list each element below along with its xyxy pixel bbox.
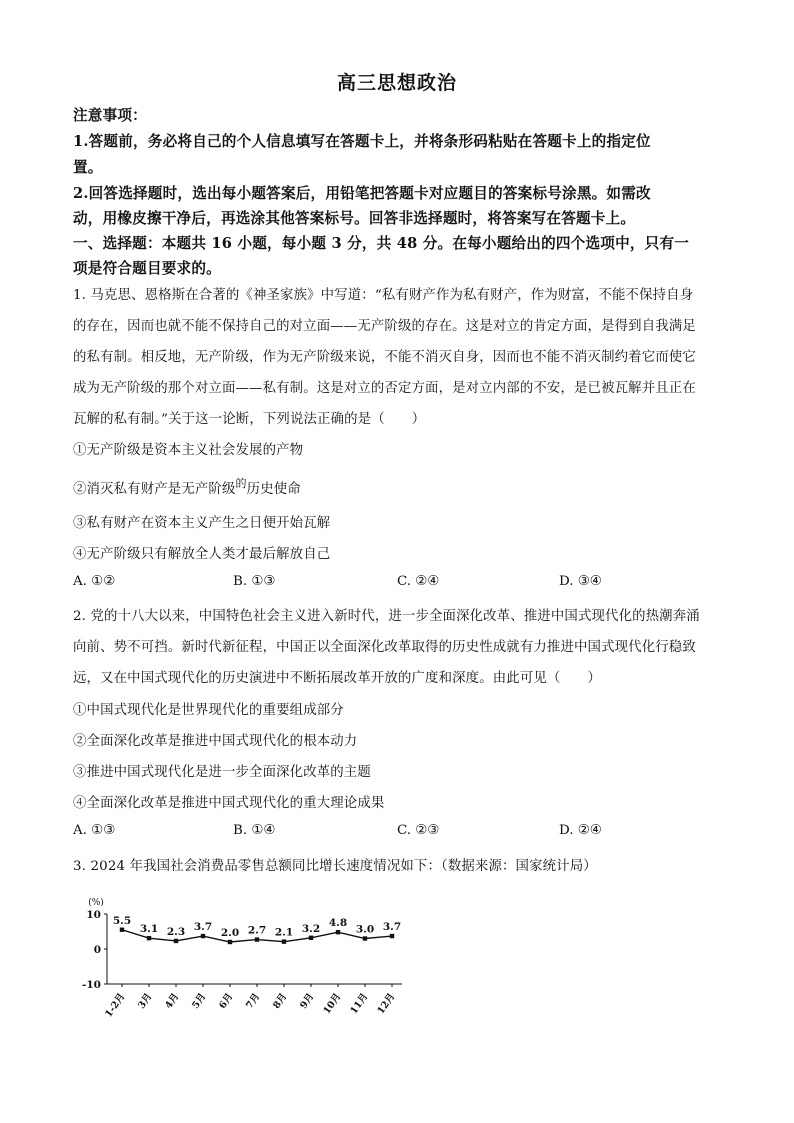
chart-y-tick-label: 0 <box>93 944 101 956</box>
chart-point <box>228 940 232 944</box>
q2-stem-line: 远，又在中国式现代化的历史演进中不断拓展改革开放的广度和深度。由此可见（ ） <box>73 671 602 686</box>
chart-data-label: 3.2 <box>301 922 321 935</box>
chart-data-label: 2.1 <box>274 926 294 939</box>
q2-option-d[interactable]: D. ②④ <box>559 823 602 838</box>
q1-statement-3: ③私有财产在资本主义产生之日便开始瓦解 <box>73 516 331 531</box>
q2-stem-line: 向前、势不可挡。新时代新征程，中国正以全面深化改革取得的历史性成就有力推进中国式现代化行稳致 <box>73 640 696 655</box>
chart-data-label: 4.8 <box>328 917 348 930</box>
chart-data-label: 2.7 <box>247 924 267 937</box>
q1-option-a[interactable]: A. ①② <box>73 574 116 589</box>
chart-x-tick-label: 9月 <box>298 991 317 1011</box>
chart-data-label: 2.0 <box>220 927 240 939</box>
q1-stem-line: 成为无产阶级的那个对立面——私有制。这是对立的否定方面，是对立内部的不安，是已被瓦解并且正在 <box>73 381 696 396</box>
q1-statement-2-superscript: 的 <box>235 477 247 490</box>
notice-line: 2.回答选择题时，选出每小题答案后，用铅笔把答题卡对应题目的答案标号涂黑。如需改 <box>73 185 651 202</box>
q2-statement-1: ①中国式现代化是世界现代化的重要组成部分 <box>73 703 344 718</box>
chart-x-tick-label: 5月 <box>190 991 209 1011</box>
chart-x-tick-label: 7月 <box>244 991 263 1011</box>
q1-statement-2-text-end: 历史使命 <box>246 482 301 497</box>
chart-unit-label: (%) <box>88 898 104 908</box>
q1-option-c[interactable]: C. ②④ <box>397 574 440 589</box>
chart-data-label: 3.7 <box>193 921 213 934</box>
q1-option-b[interactable]: B. ①③ <box>233 574 276 589</box>
chart-point <box>363 936 367 940</box>
chart-x-tick-label: 3月 <box>136 991 155 1011</box>
q2-option-c[interactable]: C. ②③ <box>397 823 440 838</box>
chart-point <box>390 934 394 938</box>
chart-point <box>174 939 178 943</box>
chart-x-tick-label: 8月 <box>271 991 290 1011</box>
chart-x-tick-label: 6月 <box>217 991 236 1011</box>
chart-point <box>255 937 259 941</box>
q1-stem-line: 的私有制。相反地，无产阶级，作为无产阶级来说，不能不消灭自身，因而也不能不消灭制约着它而使它 <box>73 350 696 365</box>
q1-statement-2-text: ②消灭私有财产是无产阶级 <box>73 482 236 497</box>
q2-option-a[interactable]: A. ①③ <box>73 823 116 838</box>
chart-point <box>309 936 313 940</box>
chart-point <box>282 939 286 943</box>
chart-x-tick-label: 11月 <box>348 991 371 1017</box>
chart-x-tick-label: 4月 <box>163 991 182 1011</box>
retail-growth-chart <box>0 880 430 1030</box>
q1-stem-line: 1. 马克思、恩格斯在合著的《神圣家族》中写道：“私有财产作为私有财产，作为财富，不能不保持自身 <box>73 288 694 303</box>
chart-point <box>336 930 340 934</box>
q1-statement-2 <box>73 478 301 497</box>
chart-point <box>147 936 151 940</box>
page-title: 高三思想政治 <box>336 72 457 94</box>
chart-x-tick-label: 1-2月 <box>103 991 128 1020</box>
chart-y-tick-label: -10 <box>82 979 101 991</box>
chart-y-tick-label: 10 <box>86 909 101 921</box>
chart-point <box>201 934 205 938</box>
notice-line: 1.答题前，务必将自己的个人信息填写在答题卡上，并将条形码粘贴在答题卡上的指定位 <box>73 133 651 150</box>
chart-data-label: 3.0 <box>355 923 375 936</box>
chart-data-label: 3.7 <box>382 921 402 934</box>
q1-stem-line: 的存在，因而也就不能不保持自己的对立面——无产阶级的存在。这是对立的肯定方面，是得到自我满足 <box>73 319 696 334</box>
q1-option-d[interactable]: D. ③④ <box>559 574 602 589</box>
q3-stem: 3. 2024 年我国社会消费品零售总额同比增长速度情况如下：（数据来源：国家统计局） <box>73 859 597 874</box>
q2-stem-line: 2. 党的十八大以来，中国特色社会主义进入新时代，进一步全面深化改革、推进中国式现代化的热潮奔涌 <box>73 609 700 624</box>
chart-data-label: 5.5 <box>112 914 132 927</box>
q2-statement-2: ②全面深化改革是推进中国式现代化的根本动力 <box>73 734 358 749</box>
q2-option-b[interactable]: B. ①④ <box>233 823 276 838</box>
q2-statement-4: ④全面深化改革是推进中国式现代化的重大理论成果 <box>73 796 385 811</box>
chart-x-tick-label: 12月 <box>375 991 398 1017</box>
chart-point <box>120 928 124 932</box>
q1-statement-4: ④无产阶级只有解放全人类才最后解放自己 <box>73 547 331 562</box>
chart-x-tick-label: 10月 <box>321 991 344 1017</box>
section-heading: 项是符合题目要求的。 <box>73 260 221 277</box>
notice-heading: 注意事项： <box>73 107 147 124</box>
q1-statement-1: ①无产阶级是资本主义社会发展的产物 <box>73 443 304 458</box>
notice-line: 置。 <box>73 159 103 176</box>
q2-statement-3: ③推进中国式现代化是进一步全面深化改革的主题 <box>73 765 371 780</box>
chart-data-label: 2.3 <box>166 925 186 938</box>
chart-data-label: 3.1 <box>139 923 159 936</box>
section-heading: 一、选择题：本题共 16 小题，每小题 3 分，共 48 分。在每小题给出的四个选项中，只有一 <box>73 235 690 252</box>
notice-line: 动，用橡皮擦干净后，再选涂其他答案标号。回答非选择题时，将答案写在答题卡上。 <box>73 210 636 227</box>
q1-stem-line: 瓦解的私有制。”关于这一论断，下列说法正确的是（ ） <box>73 412 426 427</box>
